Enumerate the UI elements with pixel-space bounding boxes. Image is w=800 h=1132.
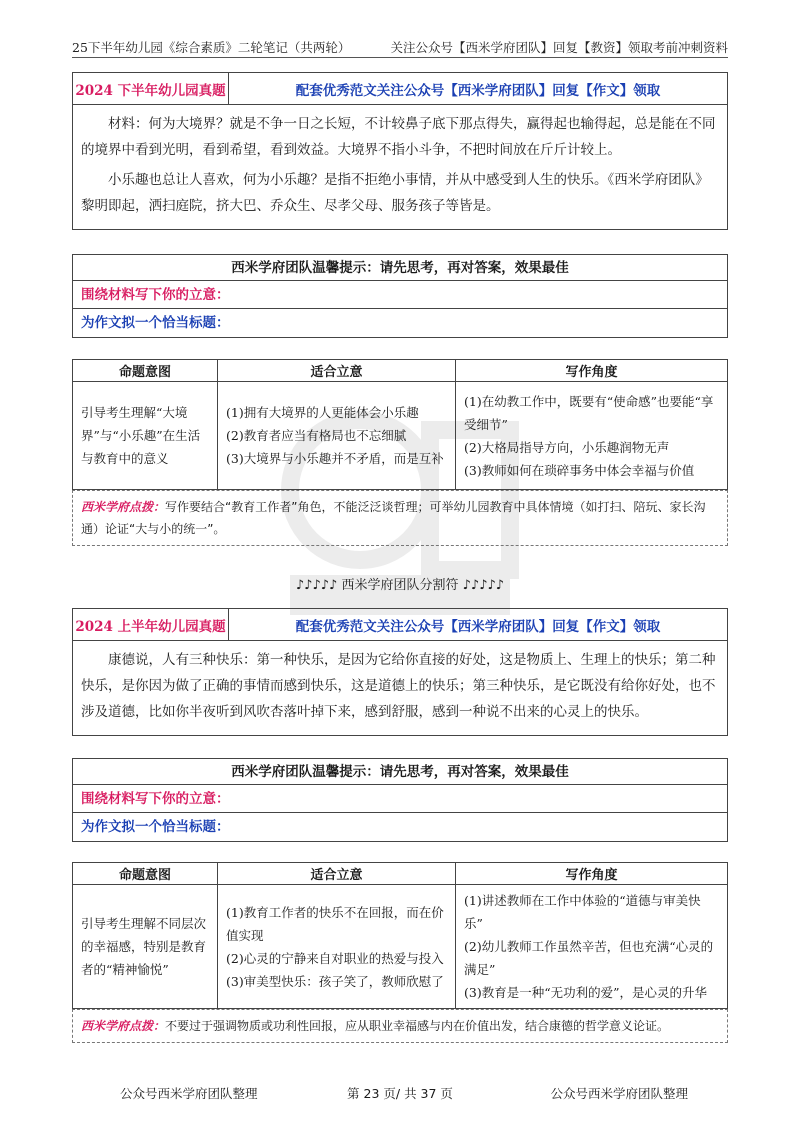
exam1-intent-cell: 引导考生理解“大境界”与“小乐趣”在生活与教育中的意义 [73,382,218,490]
page-header [72,34,728,58]
exam1-year-label: 2024 下半年幼儿园真题 [73,73,229,104]
exam2-title-prompt[interactable]: 为作文拟一个恰当标题： [81,819,230,835]
exam2-material-paragraph: 康德说，人有三种快乐：第一种快乐，是因为它给你直接的好处，这是物质上、生理上的快乐；第二种快乐，是你因为做了正确的事情而感到快乐，这是道德上的快乐；第三种快乐，是它既没有给你好处，也不涉及道德，比如你半夜听到风吹杏落叶掉下来，感到舒服，感到一种说不出来的心灵上的快乐。 [81,652,716,720]
exam2-analysis [72,862,728,1043]
exam1-intent-prompt[interactable]: 围绕材料写下你的立意： [73,281,727,309]
col-header-intent: 命题意图 [73,360,218,382]
exam1-analysis [72,359,728,546]
list-item: (3)审美型快乐：孩子笑了，教师欣慰了 [226,973,444,989]
table-row [73,885,728,1009]
exam1-material-paragraph: 材料：何为大境界？就是不争一日之长短，不计较鼻子底下那点得失，赢得起也输得起，总是能在不同的境界中看到光明，看到希望，看到效益。大境界不指小斗争，不把时间放在斤斤计较上。 [81,116,716,158]
exam1-material-paragraph: 小乐趣也总让人喜欢，何为小乐趣？是指不拒绝小事情，并从中感受到人生的快乐。《西米学府团队》黎明即起，洒扫庭院，挤大巴、乔众生、尽孝父母、服务孩子等皆是。 [81,172,709,214]
list-item: (2)幼儿教师工作虽然辛苦，但也充满“心灵的满足” [464,939,714,977]
page-number: 第 23 页/ 共 37 页 [347,1086,453,1101]
footer-left-text: 公众号西米学府团队整理 [120,1086,258,1101]
list-item: (1)讲述教师在工作中体验的“道德与审美快乐” [464,893,701,931]
exam2-angles-cell [456,885,728,1009]
exam1-comment-label: 西米学府点拨： [81,500,166,514]
exam2-comment-box [72,1009,728,1043]
col-header-intent: 命题意图 [73,863,218,885]
exam2-intent-prompt[interactable]: 围绕材料写下你的立意： [73,785,727,813]
exam1-material-text [73,105,727,229]
footer-right-text: 公众号西米学府团队整理 [550,1086,688,1101]
exam2-year-label: 2024 上半年幼儿园真题 [73,609,229,640]
exam1-comment-box [72,490,728,546]
exam2-material-box [72,608,728,736]
exam1-title-prompt[interactable]: 为作文拟一个恰当标题： [81,315,230,331]
col-header-themes: 适合立意 [218,863,456,885]
exam2-analysis-table [72,862,728,1009]
table-row [73,382,728,490]
list-item: (2)心灵的宁静来自对职业的热爱与投入 [226,950,444,966]
exam2-promo: 配套优秀范文关注公众号【西米学府团队】回复【作文】领取 [295,618,661,635]
exam2-material-text [73,641,727,735]
col-header-angles: 写作角度 [456,360,728,382]
list-item: (3)教师如何在琐碎事务中体会幸福与价值 [464,462,695,478]
list-item: (1)教育工作者的快乐不在回报，而在价值实现 [226,904,444,943]
exam1-analysis-table [72,359,728,490]
list-item: (3)教育是一种“无功利的爱”，是心灵的升华 [464,985,707,1000]
exam1-title-row [73,73,727,105]
exam1-comment-text: 写作要结合“教育工作者”角色，不能泛泛谈哲理；可举幼儿园教育中具体情境（如打扫、陪玩、家长沟通）论证“大与小的统一”。 [81,500,706,536]
list-item: (2)教育者应当有格局也不忘细腻 [226,428,407,443]
header-right-text: 关注公众号【西米学府团队】回复【教资】领取考前冲刺资料 [390,40,728,55]
exam2-title-row [73,609,727,641]
exam2-intent-cell: 引导考生理解不同层次的幸福感，特别是教育者的“精神愉悦” [73,885,218,1009]
exam2-tip-box [72,758,728,842]
exam1-tip-box [72,254,728,338]
exam1-promo: 配套优秀范文关注公众号【西米学府团队】回复【作文】领取 [295,82,661,99]
col-header-themes: 适合立意 [218,360,456,382]
section-divider: ♪♪♪♪♪ 西米学府团队分割符 ♪♪♪♪♪ [295,578,505,593]
col-header-angles: 写作角度 [456,863,728,885]
exam2-comment-text: 不要过于强调物质或功利性回报，应从职业幸福感与内在价值出发，结合康德的哲学意义论证。 [165,1019,670,1033]
exam1-material-box [72,72,728,230]
list-item: (2)大格局指导方向，小乐趣润物无声 [464,439,670,455]
list-item: (1)拥有大境界的人更能体会小乐趣 [226,405,419,420]
exam2-themes-cell [218,885,456,1009]
exam1-themes-cell [218,382,456,490]
exam1-angles-cell [456,382,728,490]
exam2-tip-header: 西米学府团队温馨提示：请先思考，再对答案，效果最佳 [73,759,727,785]
list-item: (1)在幼教工作中，既要有“使命感”也要能“享受细节” [464,393,714,432]
header-left-text: 25下半年幼儿园《综合素质》二轮笔记（共两轮） [72,40,351,55]
list-item: (3)大境界与小乐趣并不矛盾，而是互补 [226,451,444,466]
exam2-comment-label: 西米学府点拨： [81,1019,166,1033]
exam1-tip-header: 西米学府团队温馨提示：请先思考，再对答案，效果最佳 [73,255,727,281]
